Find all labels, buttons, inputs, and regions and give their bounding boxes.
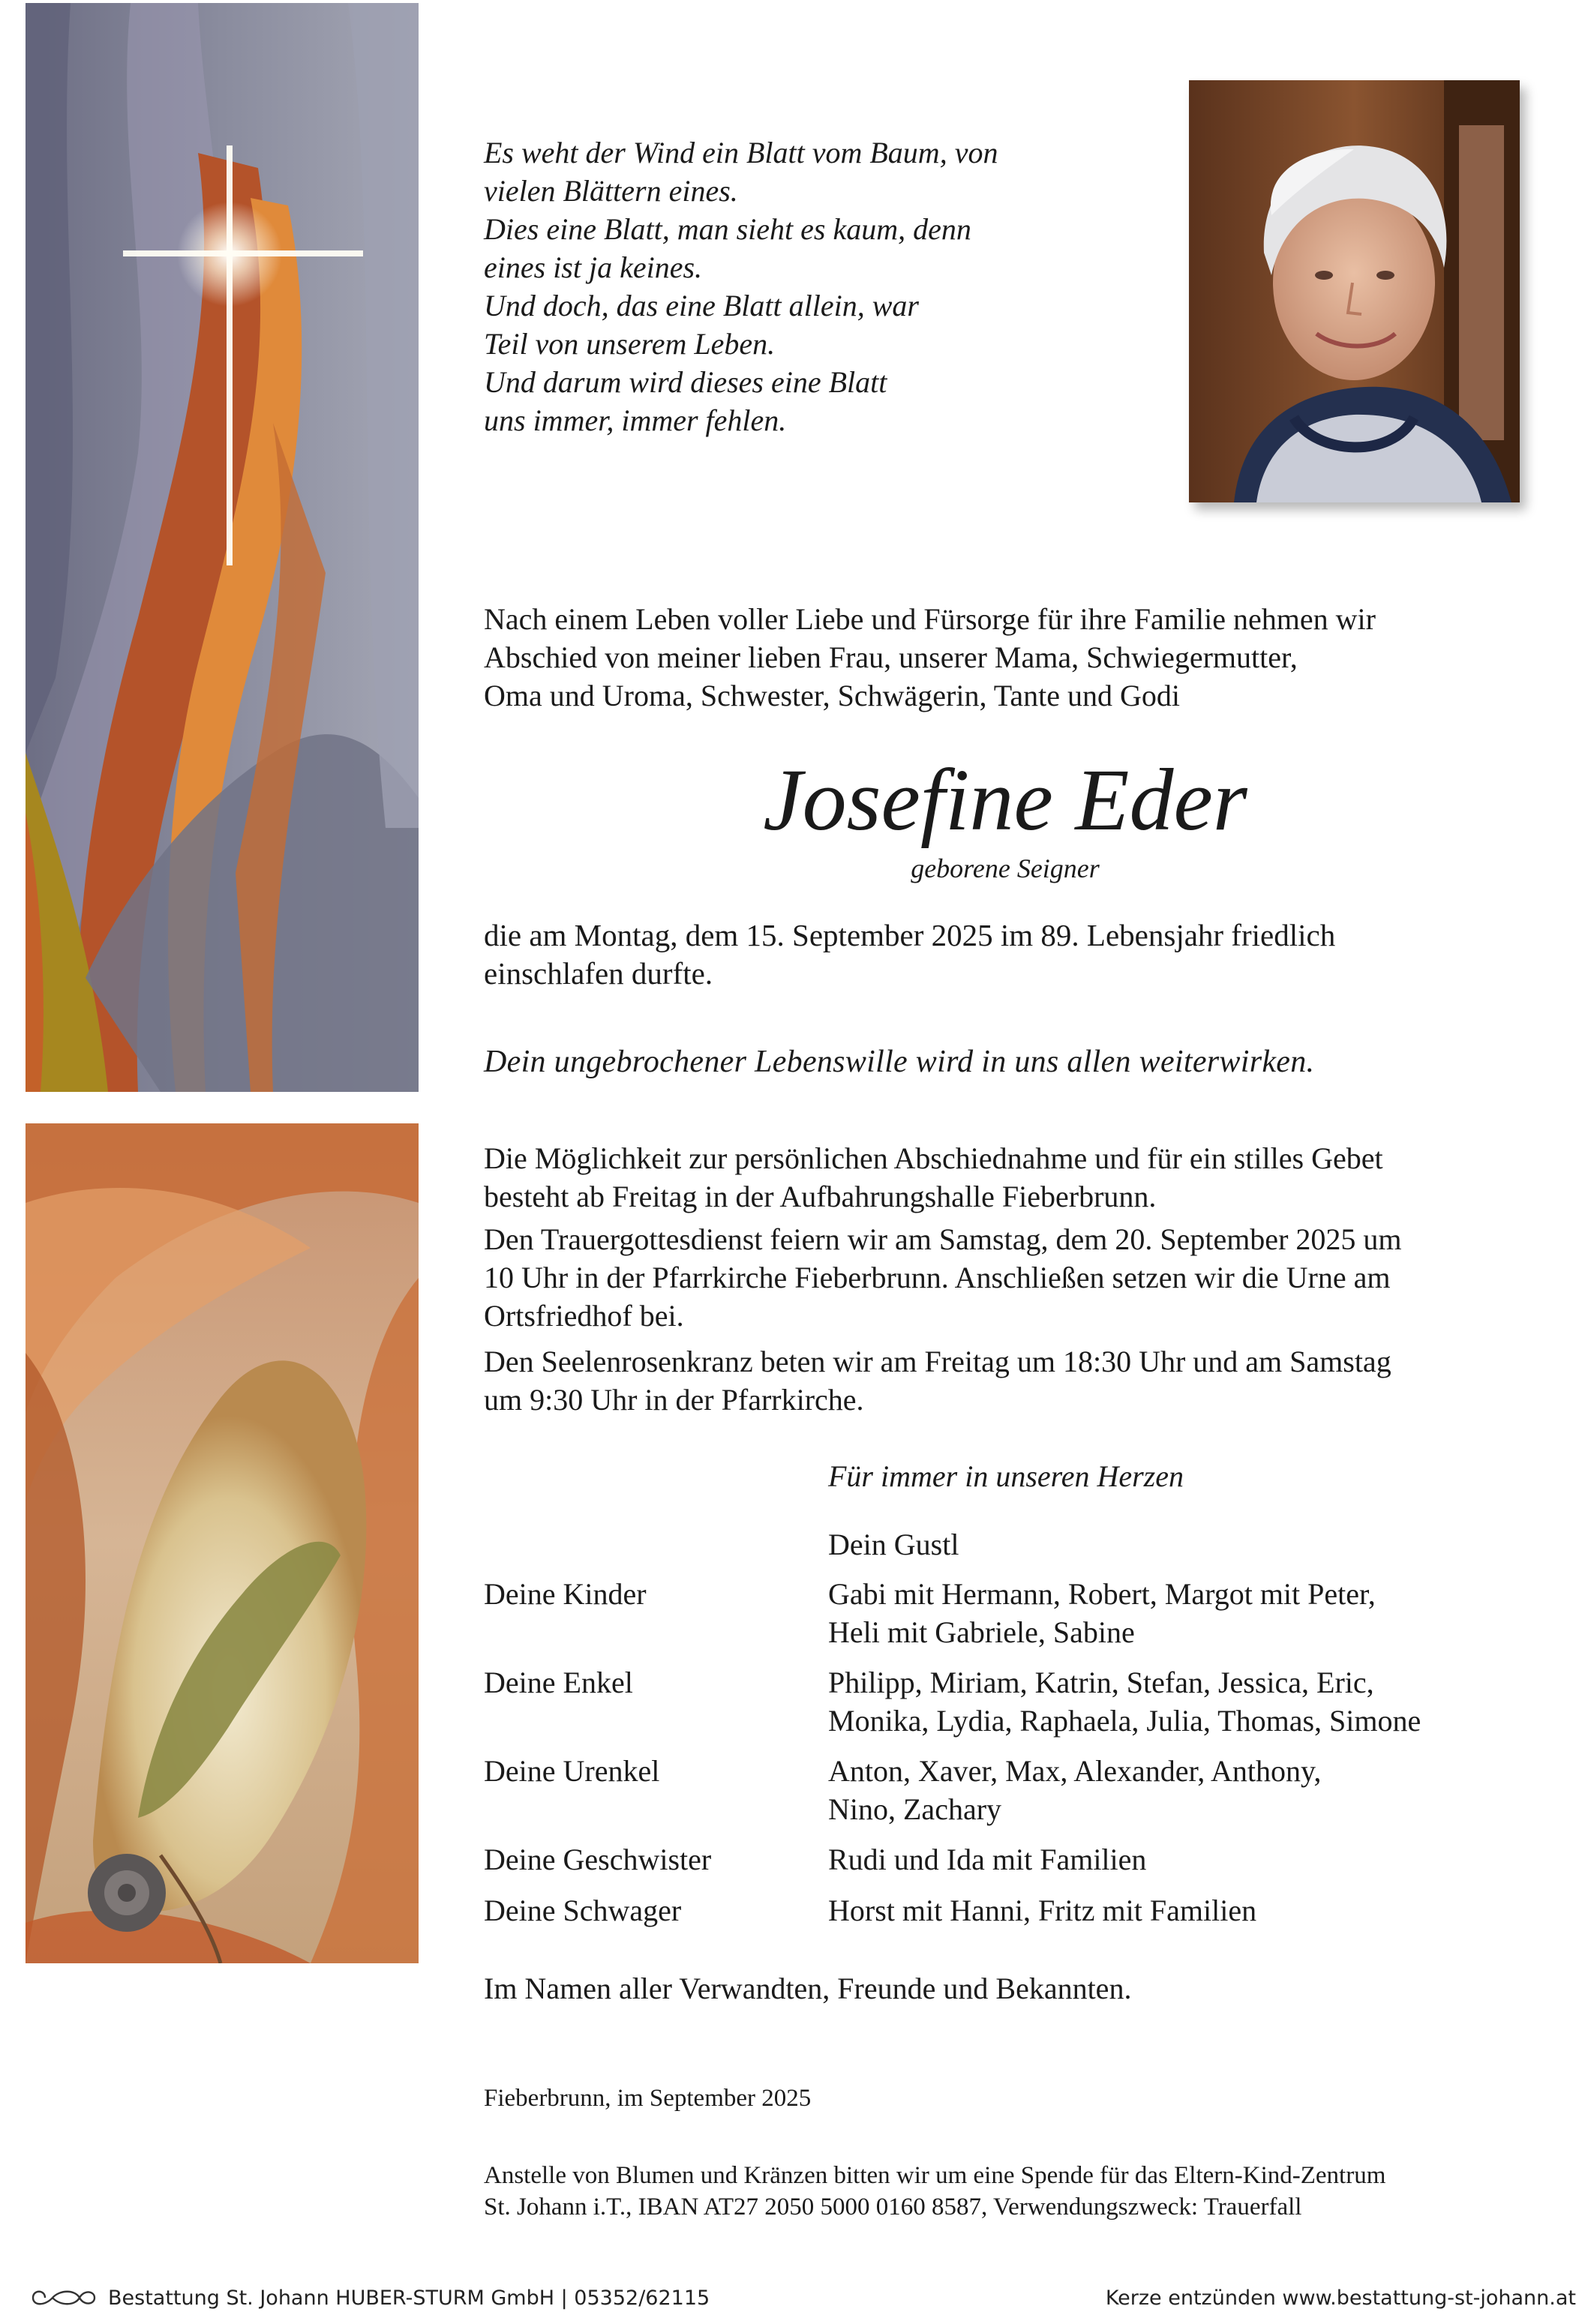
family-names-siblings bbox=[828, 1840, 1541, 1879]
family-label-in-laws: Deine Schwager bbox=[484, 1894, 682, 1927]
family-names-great-grandchildren bbox=[828, 1752, 1541, 1828]
family-label-children: Deine Kinder bbox=[484, 1577, 647, 1611]
place-date: Fieberbrunn, im September 2025 bbox=[484, 2085, 812, 2112]
family-names-line: Anton, Xaver, Max, Alexander, Anthony, bbox=[828, 1754, 1322, 1788]
forever-heading: Für immer in unseren Herzen bbox=[828, 1459, 1184, 1493]
farewell-line: Die Möglichkeit zur persönlichen Abschiednahme und für ein stilles Gebet bbox=[484, 1141, 1383, 1175]
family-names-children bbox=[828, 1575, 1541, 1651]
family-names-line: Philipp, Miriam, Katrin, Stefan, Jessica, Eric, bbox=[828, 1666, 1374, 1699]
funeral-line: Den Trauergottesdienst feiern wir am Samstag, dem 20. September 2025 um bbox=[484, 1222, 1402, 1256]
family-names-line: Monika, Lydia, Raphaela, Julia, Thomas, Simone bbox=[828, 1704, 1421, 1738]
poem bbox=[484, 133, 1144, 439]
family-label-siblings: Deine Geschwister bbox=[484, 1843, 712, 1876]
donation-request bbox=[484, 2160, 1549, 2223]
rosary-line: um 9:30 Uhr in der Pfarrkirche. bbox=[484, 1383, 864, 1417]
family-names-line: Nino, Zachary bbox=[828, 1792, 1002, 1826]
footer-company-text: Bestattung St. Johann HUBER-STURM GmbH | 05352/62115 bbox=[108, 2286, 710, 2310]
poem-line: Und darum wird dieses eine Blatt bbox=[484, 365, 887, 399]
farewell-paragraph bbox=[484, 1139, 1549, 1216]
infinity-logo-icon bbox=[30, 2285, 98, 2311]
poem-line: eines ist ja keines. bbox=[484, 250, 703, 284]
family-label-great-grandchildren: Deine Urenkel bbox=[484, 1754, 660, 1788]
intro-paragraph bbox=[484, 600, 1549, 715]
birth-name: geborene Seigner bbox=[911, 853, 1100, 883]
death-notice-line: die am Montag, dem 15. September 2025 im 89. Lebensjahr friedlich bbox=[484, 918, 1336, 952]
death-notice bbox=[484, 916, 1549, 993]
poem-line: uns immer, immer fehlen. bbox=[484, 403, 787, 437]
donation-line: Anstelle von Blumen und Kränzen bitten wir um eine Spende für das Eltern-Kind-Zentrum bbox=[484, 2162, 1386, 2189]
footer-candle-text[interactable]: Kerze entzünden www.bestattung-st-johann.at bbox=[1105, 2286, 1576, 2310]
family-names-line: Rudi und Ida mit Familien bbox=[828, 1843, 1147, 1876]
intro-line: Oma und Uroma, Schwester, Schwägerin, Tante und Godi bbox=[484, 679, 1180, 712]
poem-line: vielen Blättern eines. bbox=[484, 174, 738, 208]
family-names-line: Gabi mit Hermann, Robert, Margot mit Peter, bbox=[828, 1577, 1376, 1611]
donation-line: St. Johann i.T., IBAN AT27 2050 5000 0160 8587, Verwendungszweck: Trauerfall bbox=[484, 2194, 1302, 2221]
funeral-paragraph bbox=[484, 1220, 1549, 1335]
farewell-line: besteht ab Freitag in der Aufbahrungshalle Fieberbrunn. bbox=[484, 1180, 1157, 1213]
side-artwork-painting bbox=[26, 3, 419, 1963]
poem-line: Und doch, das eine Blatt allein, war bbox=[484, 289, 919, 322]
portrait-photo bbox=[1189, 80, 1520, 502]
family-names-line: Horst mit Hanni, Fritz mit Familien bbox=[828, 1894, 1257, 1927]
rosary-paragraph bbox=[484, 1342, 1549, 1419]
footer-candle-link[interactable] bbox=[1106, 2280, 1576, 2316]
family-names-line: Heli mit Gabriele, Sabine bbox=[828, 1615, 1135, 1649]
spouse-name: Dein Gustl bbox=[828, 1528, 959, 1561]
cross-star-icon bbox=[227, 145, 233, 565]
poem-line: Dies eine Blatt, man sieht es kaum, denn bbox=[484, 212, 971, 246]
family-label-grandchildren: Deine Enkel bbox=[484, 1666, 633, 1699]
death-notice-line: einschlafen durfte. bbox=[484, 956, 713, 991]
intro-line: Abschied von meiner lieben Frau, unserer Mama, Schwiegermutter, bbox=[484, 640, 1298, 674]
rosary-line: Den Seelenrosenkranz beten wir am Freitag um 18:30 Uhr und am Samstag bbox=[484, 1345, 1391, 1378]
intro-line: Nach einem Leben voller Liebe und Fürsorge für ihre Familie nehmen wir bbox=[484, 602, 1376, 636]
funeral-line: 10 Uhr in der Pfarrkirche Fieberbrunn. Anschließen setzen wir die Urne am bbox=[484, 1261, 1391, 1294]
deceased-name: Josefine Eder bbox=[763, 751, 1247, 849]
funeral-line: Ortsfriedhof bei. bbox=[484, 1299, 684, 1333]
side-artwork bbox=[26, 3, 419, 1963]
family-names-grandchildren bbox=[828, 1663, 1541, 1740]
poem-line: Teil von unserem Leben. bbox=[484, 327, 776, 361]
quote: Dein ungebrochener Lebenswille wird in uns allen weiterwirken. bbox=[484, 1045, 1315, 1079]
family-names-in-laws bbox=[828, 1891, 1541, 1930]
poem-line: Es weht der Wind ein Blatt vom Baum, von bbox=[484, 136, 998, 169]
closing-line: Im Namen aller Verwandten, Freunde und Bekannten. bbox=[484, 1972, 1132, 2005]
footer-company bbox=[30, 2280, 710, 2316]
